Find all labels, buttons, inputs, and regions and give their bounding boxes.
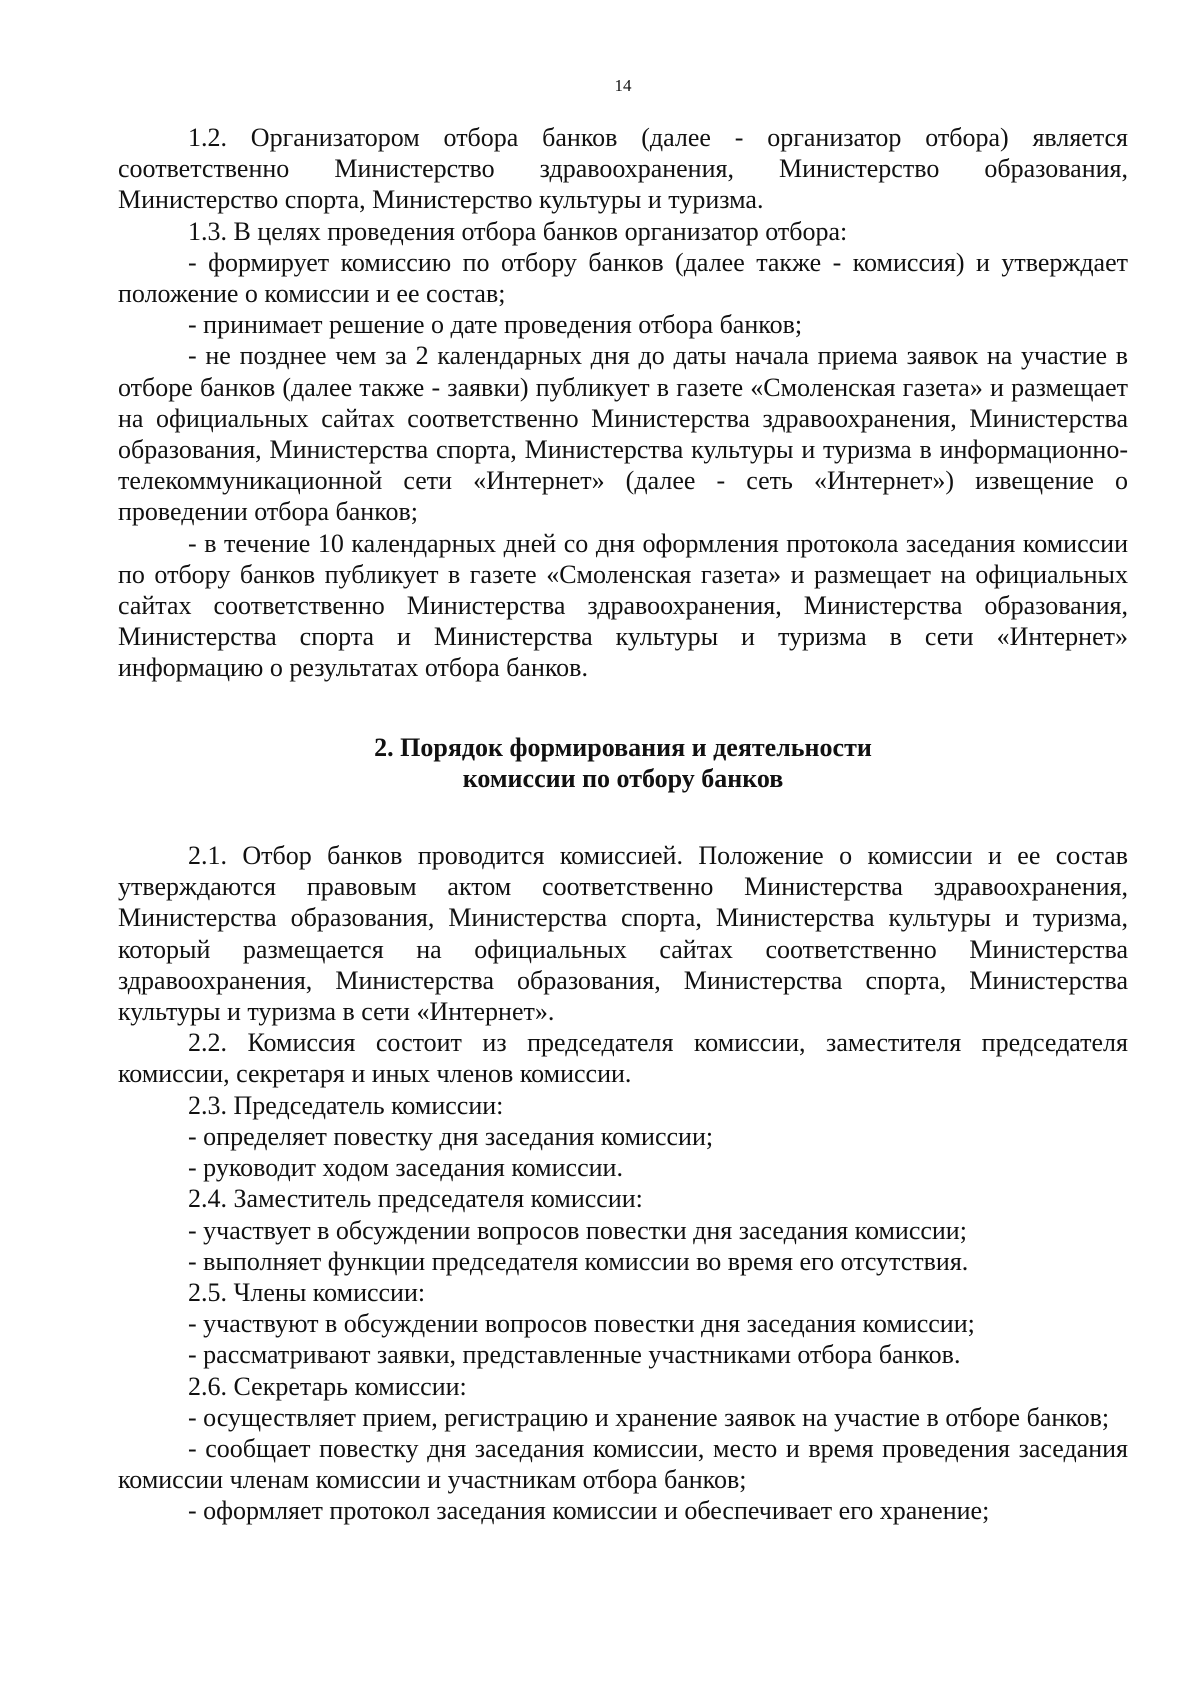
list-item-form-commission: - формирует комиссию по отбору банков (далее также - комиссия) и утверждает положение о комиссии и ее состав; [118,247,1128,309]
paragraph-2-3: 2.3. Председатель комиссии: [188,1090,504,1120]
list-item-deputy-discuss: - участвует в обсуждении вопросов повестки дня заседания комиссии; [188,1215,967,1245]
list-item-chair-lead: - руководит ходом заседания комиссии. [188,1153,623,1183]
list-item-secretary-notify: - сообщает повестку дня заседания комиссии, место и время проведения заседания комиссии членам комиссии и участникам отбора банков; [118,1433,1128,1495]
list-item-chair-agenda: - определяет повестку дня заседания комиссии; [188,1121,714,1151]
list-item-publish-notice: - не позднее чем за 2 календарных дня до даты начала приема заявок на участие в отборе банков (далее также - заявки) публикует в газете «Смоленская газета» и размещает на официальных сайтах соответственно Министерства здравоохранения, Министерства образования, Министерства спорта, Министерства культуры и туризма в информационно-телекоммуникационной сети «Интернет» (далее - сеть «Интернет») извещение о проведении отбора банков; [118,341,1128,527]
paragraph-2-6: 2.6. Секретарь комиссии: [188,1371,467,1401]
section-2-heading-line-1: 2. Порядок формирования и деятельности [374,732,872,762]
paragraph-2-5: 2.5. Члены комиссии: [188,1277,426,1307]
list-item-secretary-receive: - осуществляет прием, регистрацию и хранение заявок на участие в отборе банков; [188,1402,1110,1432]
paragraph-2-2: 2.2. Комиссия состоит из председателя комиссии, заместителя председателя комиссии, секретаря и иных членов комиссии. [118,1028,1128,1089]
section-2-heading [118,732,1128,794]
paragraph-2-4: 2.4. Заместитель председателя комиссии: [188,1184,643,1214]
list-item-members-review: - рассматривают заявки, представленные участниками отбора банков. [188,1340,961,1370]
list-item-decide-date: - принимает решение о дате проведения отбора банков; [188,310,803,340]
list-item-members-discuss: - участвуют в обсуждении вопросов повестки дня заседания комиссии; [188,1309,975,1339]
paragraph-1-2: 1.2. Организатором отбора банков (далее - организатор отбора) является соответственно Министерство здравоохранения, Министерство образования, Министерство спорта, Министерство культуры и туризма. [118,123,1128,215]
list-item-publish-results: - в течение 10 календарных дней со дня оформления протокола заседания комиссии по отбору банков публикует в газете «Смоленская газета» и размещает на официальных сайтах соответственно Министерства здравоохранения, Министерства образования, Министерства спорта и Министерства культуры и туризма в сети «Интернет» информацию о результатах отбора банков. [118,528,1128,683]
list-item-secretary-protocol: - оформляет протокол заседания комиссии и обеспечивает его хранение; [188,1496,990,1526]
section-2-heading-line-2: комиссии по отбору банков [462,763,784,793]
section-2-body [118,840,1128,1526]
section-1-body [118,122,1128,684]
page-number: 14 [614,76,632,95]
paragraph-2-1: 2.1. Отбор банков проводится комиссией. Положение о комиссии и ее состав утверждаются правовым актом соответственно Министерства здравоохранения, Министерства образования, Министерства спорта, Министерства культуры и туризма, который размещается на официальных сайтах соответственно Министерства здравоохранения, Министерства образования, Министерства спорта, Министерства культуры и туризма в сети «Интернет». [118,841,1128,1027]
paragraph-1-3: 1.3. В целях проведения отбора банков организатор отбора: [188,216,848,246]
list-item-deputy-substitute: - выполняет функции председателя комиссии во время его отсутствия. [188,1246,969,1276]
